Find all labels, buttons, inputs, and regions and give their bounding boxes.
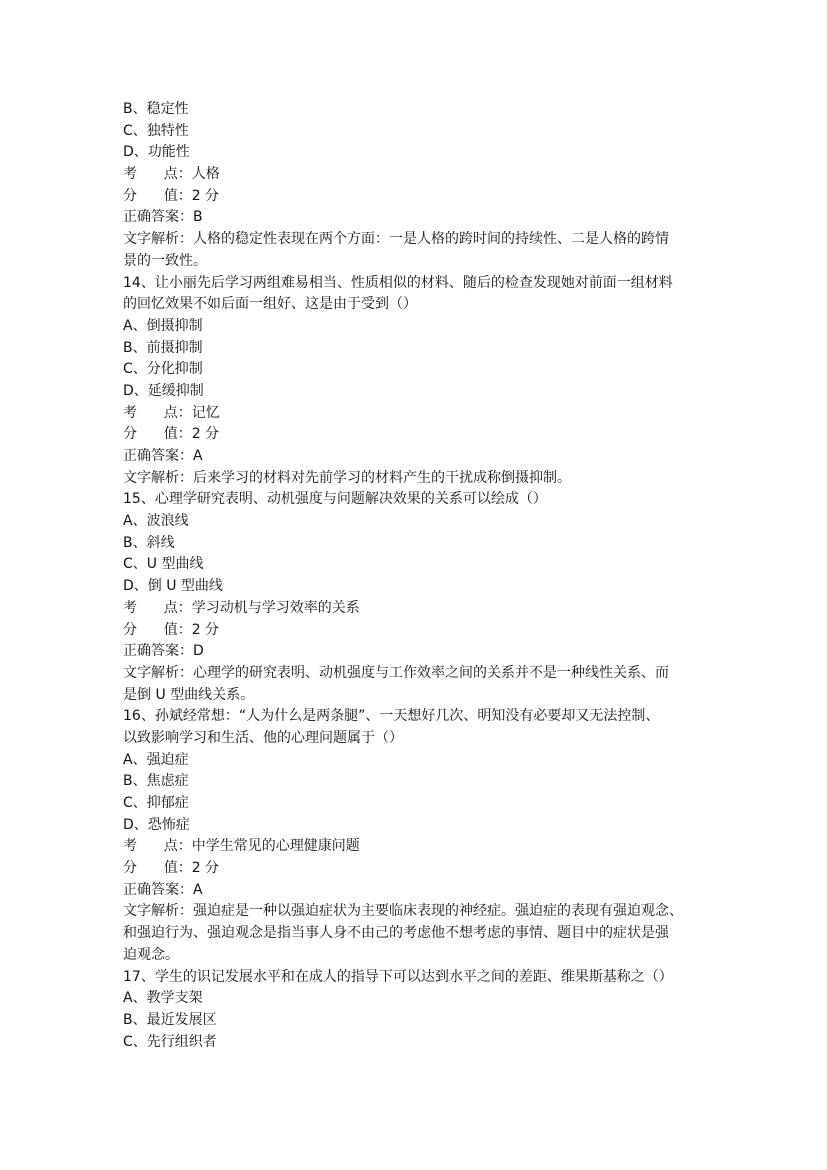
text-line: 考 点：人格 xyxy=(123,166,220,183)
text-line: 分 值：2 分 xyxy=(123,426,220,443)
text-line: 正确答案：B xyxy=(123,209,203,226)
text-line: C、U 型曲线 xyxy=(123,556,204,573)
text-line: 15、心理学研究表明、动机强度与问题解决效果的关系可以绘成（） xyxy=(123,491,547,508)
text-line: 正确答案：D xyxy=(123,643,204,660)
text-line: A、波浪线 xyxy=(123,513,189,530)
text-line: 分 值：2 分 xyxy=(123,860,220,877)
text-line: 考 点：记忆 xyxy=(123,404,220,421)
text-line: B、斜线 xyxy=(123,534,175,551)
text-line: 考 点：中学生常见的心理健康问题 xyxy=(123,838,360,855)
text-line: 文字解析：强迫症是一种以强迫症状为主要临床表现的神经症。强迫症的表现有强迫观念、 xyxy=(123,903,683,920)
text-line: B、焦虑症 xyxy=(123,773,189,790)
text-line: 和强迫行为、强迫观念是指当事人身不由己的考虑他不想考虑的事情、题目中的症状是强 xyxy=(123,925,669,942)
text-line: A、教学支架 xyxy=(123,990,203,1007)
text-line: C、抑郁症 xyxy=(123,795,189,811)
text-line: 景的一致性。 xyxy=(123,252,207,269)
text-line: D、恐怖症 xyxy=(123,816,190,833)
text-line: 是倒 U 型曲线关系。 xyxy=(123,686,255,703)
text-line: 以致影响学习和生活、他的心理问题属于（） xyxy=(123,729,403,746)
text-line: 16、孙斌经常想：“人为什么是两条腿”、一天想好几次、明知没有必要却又无法控制、 xyxy=(123,708,660,725)
text-line: B、最近发展区 xyxy=(123,1011,217,1028)
text-line: 文字解析：心理学的研究表明、动机强度与工作效率之间的关系并不是一种线性关系、而 xyxy=(123,664,669,681)
text-line: D、倒 U 型曲线 xyxy=(123,578,223,595)
text-line: 迫观念。 xyxy=(123,946,179,963)
text-line: 文字解析：人格的稳定性表现在两个方面：一是人格的跨时间的持续性、二是人格的跨情 xyxy=(123,231,669,248)
text-line: 分 值：2 分 xyxy=(123,187,220,204)
text-line: C、分化抑制 xyxy=(123,361,203,378)
text-line: C、先行组织者 xyxy=(123,1033,217,1050)
text-line: B、稳定性 xyxy=(123,101,189,117)
text-line: 文字解析：后来学习的材料对先前学习的材料产生的干扰成称倒摄抑制。 xyxy=(123,469,571,486)
text-line: 考 点：学习动机与学习效率的关系 xyxy=(123,599,360,616)
text-line: 正确答案：A xyxy=(123,448,203,464)
text-line: 正确答案：A xyxy=(123,881,203,898)
text-line: D、功能性 xyxy=(123,144,190,161)
text-line: C、独特性 xyxy=(123,122,189,139)
document-body xyxy=(123,99,703,1053)
text-line: 分 值：2 分 xyxy=(123,621,220,638)
text-line: 的回忆效果不如后面一组好、这是由于受到（） xyxy=(123,296,417,313)
text-line: A、倒摄抑制 xyxy=(123,317,203,334)
text-line: A、强迫症 xyxy=(123,751,189,768)
text-line: B、前摄抑制 xyxy=(123,339,203,356)
text-line: 17、学生的识记发展水平和在成人的指导下可以达到水平之间的差距、维果斯基称之（） xyxy=(123,968,673,985)
text-line: 14、让小丽先后学习两组难易相当、性质相似的材料、随后的检查发现她对前面一组材料 xyxy=(123,274,673,291)
text-line: D、延缓抑制 xyxy=(123,382,204,399)
